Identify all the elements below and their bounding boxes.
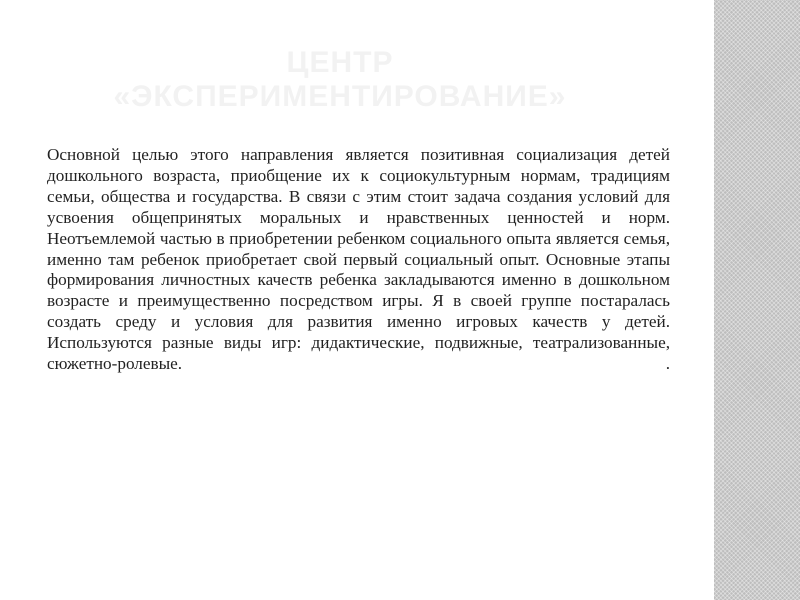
slide-body-text: Основной целью этого направления является позитивная социализация детей дошкольного возраста, приобщение их к социокультурным нормам, традициям семьи, общества и государства. В связи с этим стоит задача создания условий для усвоения общепринятых моральных и нравственных ценностей и норм. Неотъемлемой частью в приобретении ребенком социального опыта является семья, именно там ребенок приобретает свой первый социальный опыт. Основные этапы формирования личностных качеств ребенка закладываются именно в дошкольном возрасте и преимущественно посредством игры. Я в своей группе постаралась создать среду и условия для развития именно игровых качеств у детей. Используются разные виды игр: дидактические, подвижные, театрализованные, сюжетно-ролевые. . xyxy=(47,145,670,374)
decorative-side-strip xyxy=(714,0,800,600)
slide-title-line-1: ЦЕНТР xyxy=(286,46,394,79)
slide-title-line-2: «ЭКСПЕРИМЕНТИРОВАНИЕ» xyxy=(113,80,567,113)
slide-title xyxy=(40,46,640,114)
